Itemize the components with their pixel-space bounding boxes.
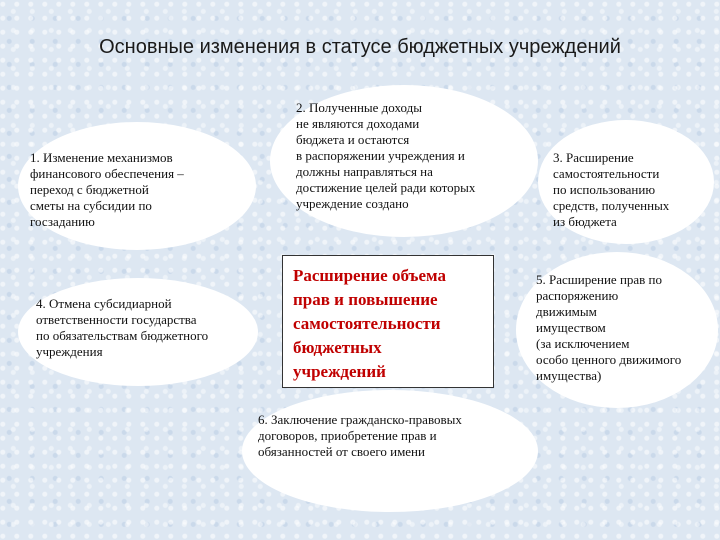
change-3-text: 3. Расширение самостоятельности по использованию средств, полученных из бюджета (553, 150, 670, 229)
central-concept-box (282, 255, 494, 388)
change-4-text: 4. Отмена субсидиарной ответственности государства по обязательствам бюджетного учреждения (36, 296, 209, 359)
change-5-text: 5. Расширение прав по распоряжению движимым имуществом (за исключением особо ценного движимого имущества) (536, 272, 682, 383)
change-1-text: 1. Изменение механизмов финансового обеспечения – переход с бюджетной сметы на субсидии по госзаданию (30, 150, 184, 229)
slide-title: Основные изменения в статусе бюджетных учреждений (99, 36, 621, 58)
change-2-text: 2. Полученные доходы не являются доходами бюджета и остаются в распоряжении учреждения и должны направляться на достижение целей ради которых учреждение создано (296, 100, 476, 211)
change-6-text: 6. Заключение гражданско-правовых договоров, приобретение прав и обязанностей от своего имени (258, 412, 462, 459)
central-concept-text: Расширение объема прав и повышение самостоятельности бюджетных учреждений (293, 266, 446, 381)
